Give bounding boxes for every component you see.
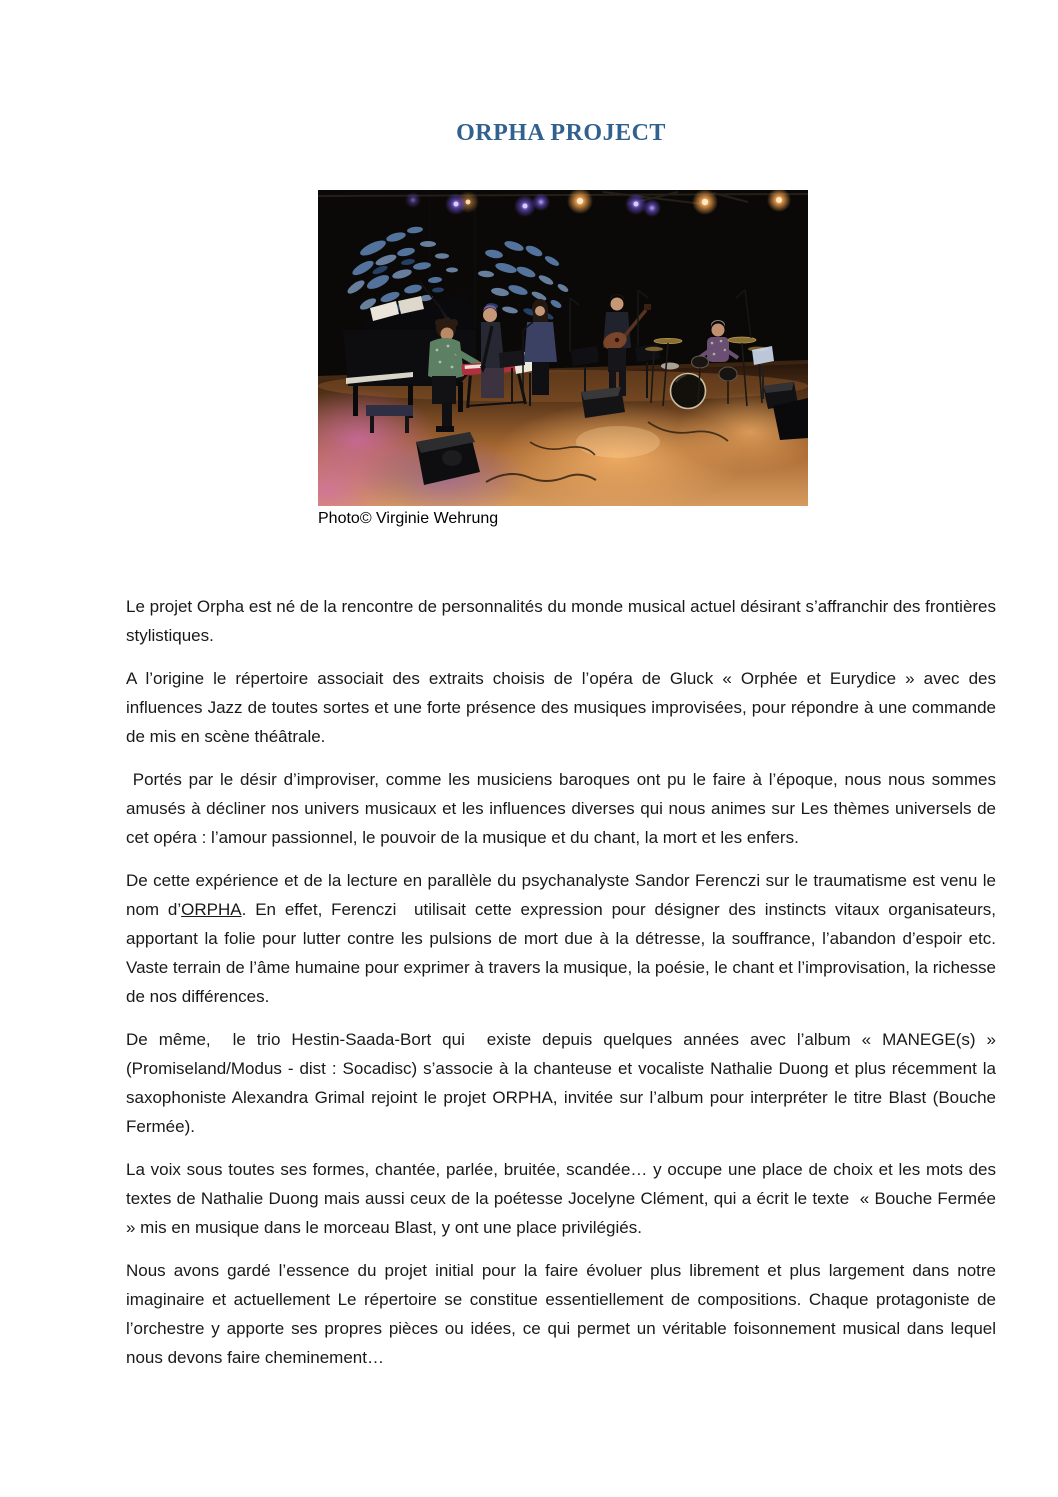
paragraph	[126, 664, 1001, 751]
page-title: ORPHA PROJECT	[456, 120, 666, 146]
text-segment: Nous avons gardé l’essence du projet initial pour la faire évoluer plus librement et plus largement dans notre imaginaire et actuellement Le répertoire se constitue essentiellement de compositions. Chaque protagoniste de l’orchestre y apporte ses propres pièces ou idées, ce qui permet un véritable foisonnement musical dans lequel nous devons faire cheminement…	[126, 1261, 1001, 1367]
text-segment: Portés par le désir d’improviser, comme les musiciens baroques ont pu le faire à l’époque, nous nous sommes amusés à décliner nos univers musicaux et les influences diverses qui nous animes sur Les thèmes universels de cet opéra : l’amour passionnel, le pouvoir de la musique et du chant, la mort et les enfers.	[126, 770, 1001, 847]
text-segment: . En effet, Ferenczi utilisait cette expression pour désigner des instincts vitaux organisateurs, apportant la folie pour lutter contre les pulsions de mort due à la détresse, la souffrance, l’abandon d’espoir etc. Vaste terrain de l’âme humaine pour exprimer à travers la musique, la poésie, le chant et l’improvisation, la richesse de nos différences.	[126, 900, 1001, 1006]
paragraph	[126, 1025, 1001, 1141]
paragraph	[126, 866, 1001, 1011]
content-column	[126, 0, 1001, 1372]
text-segment: La voix sous toutes ses formes, chantée, parlée, bruitée, scandée… y occupe une place de choix et les mots des textes de Nathalie Duong mais aussi ceux de la poétesse Jocelyne Clément, qui a écrit le texte « Bouche Fermée » mis en musique dans le morceau Blast, y ont une place privilégiés.	[126, 1160, 1001, 1237]
text-segment: Le projet Orpha est né de la rencontre de personnalités du monde musical actuel désirant s’affranchir des frontières stylistiques.	[126, 597, 1001, 645]
body-text	[126, 592, 1001, 1372]
photo-caption: Photo© Virginie Wehrung	[318, 510, 499, 527]
text-segment: ORPHA	[181, 900, 242, 919]
text-segment: De même, le trio Hestin-Saada-Bort qui existe depuis quelques années avec l’album « MANEGE(s) » (Promiseland/Modus - dist : Socadisc) s’associe à la chanteuse et vocaliste Nathalie Duong et plus récemment la saxophoniste Alexandra Grimal rejoint le projet ORPHA, invitée sur l’album pour interpréter le titre Blast (Bouche Fermée).	[126, 1030, 1001, 1136]
text-segment: De cette expérience et de la lecture en parallèle du psychanalyste Sandor Ferenczi sur le traumatisme est venu le nom d’	[126, 871, 1001, 919]
paragraph	[126, 1155, 1001, 1242]
concert-stage-photo	[318, 190, 808, 506]
paragraph	[126, 592, 1001, 650]
paragraph	[126, 765, 1001, 852]
paragraph	[126, 1256, 1001, 1372]
concert-photo-figure	[318, 190, 808, 529]
text-segment: A l’origine le répertoire associait des extraits choisis de l’opéra de Gluck « Orphée et Eurydice » avec des influences Jazz de toutes sortes et une forte présence des musiques improvisées, pour répondre à une commande de mis en scène théâtrale.	[126, 669, 1001, 746]
